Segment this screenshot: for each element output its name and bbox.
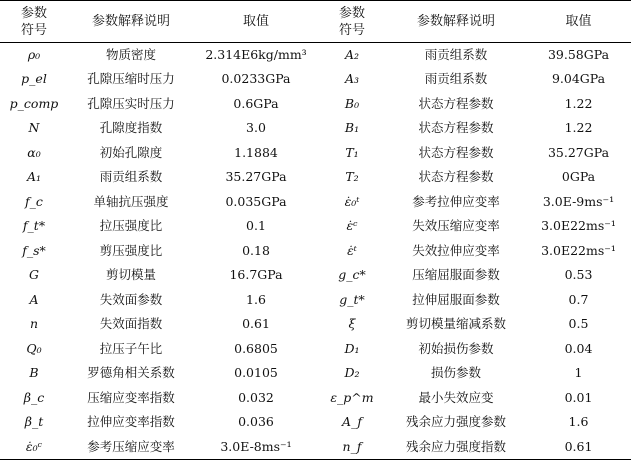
value-right: 39.58GPa [547,47,610,62]
symbol-left: N [28,120,40,136]
description-left: 雨贡组系数 [99,169,163,185]
description-right: 初始损伤参数 [418,340,494,356]
table-row [0,386,631,411]
symbol-left: Q₀ [26,340,42,356]
table-row [0,214,631,239]
value-right: 0.5 [568,316,589,332]
symbol-right: D₂ [344,365,360,381]
table-row [0,43,631,68]
symbol-right: ε̇ᶜ [346,218,358,234]
value-left: 3.0E-8ms⁻¹ [220,438,292,454]
symbol-right: T₁ [345,144,359,160]
symbol-left: ε̇₀ᶜ [25,438,43,454]
table-row [0,190,631,215]
symbol-right: g_c* [338,267,366,283]
description-right: 状态方程参数 [418,95,494,111]
value-left: 1.1884 [234,144,278,160]
value-right: 0.53 [564,267,593,283]
header-description-left: 参数解释说明 [91,13,170,29]
value-left: 35.27GPa [225,169,287,185]
description-left: 初始孔隙度 [99,144,163,160]
table-row [0,312,631,337]
value-left: 3.0 [246,120,266,136]
symbol-left: G [29,267,39,283]
description-right: 失效拉伸应变率 [412,242,500,258]
value-right: 0.01 [564,389,593,405]
symbol-left: f_c [25,193,43,209]
symbol-left: β_c [23,389,45,405]
description-left: 罗德角相关系数 [87,365,175,381]
description-left: 失效面参数 [99,291,163,307]
symbol-right: ε̇ᵗ [347,242,357,258]
header-symbol-left: 参数 符号 [20,5,47,38]
value-left: 0.6805 [234,340,278,356]
value-left: 1.6 [246,291,266,307]
symbol-right: A₂ [344,47,360,62]
description-right: 残余应力强度指数 [405,438,506,454]
value-left: 2.314E6kg/mm³ [205,47,307,62]
description-left: 物质密度 [105,47,156,62]
description-right: 雨贡组系数 [424,47,488,62]
table-row [0,435,631,460]
value-left: 0.6GPa [233,95,279,111]
table-row [0,92,631,117]
description-right: 状态方程参数 [418,120,494,136]
value-right: 3.0E22ms⁻¹ [541,242,616,258]
table-row [0,141,631,166]
value-left: 0.61 [242,316,270,332]
symbol-left: B [29,365,39,381]
value-left: 0.036 [238,414,274,430]
symbol-right: T₂ [345,169,359,185]
table-row [0,165,631,190]
header-value-right: 取值 [565,13,592,29]
table-row [0,116,631,141]
value-right: 1.22 [564,95,593,111]
description-right: 状态方程参数 [418,169,494,185]
description-right: 压缩屈服面参数 [412,267,500,283]
header-symbol-right: 参数 符号 [338,5,365,38]
value-left: 0.0233GPa [221,71,291,87]
description-left: 拉压子午比 [99,340,163,356]
description-left: 压缩应变率指数 [87,389,175,405]
description-right: 参考拉伸应变率 [412,193,500,209]
table-row [0,263,631,288]
description-right: 状态方程参数 [418,144,494,160]
value-right: 3.0E-9ms⁻¹ [542,193,615,209]
table-row [0,67,631,92]
description-left: 单轴抗压强度 [93,193,169,209]
value-left: 0.0105 [234,365,278,381]
symbol-left: p_el [21,71,47,87]
value-right: 1.22 [564,120,593,136]
description-left: 孔隙度指数 [99,120,163,136]
value-right: 3.0E22ms⁻¹ [541,218,616,234]
symbol-right: ξ [348,316,356,332]
table-row [0,239,631,264]
description-left: 拉压强度比 [99,218,163,234]
header-description-right: 参数解释说明 [416,13,495,29]
header-value-left: 取值 [242,13,269,29]
symbol-right: ε̇₀ᵗ [344,193,360,209]
table-row [0,361,631,386]
symbol-right: A₃ [344,71,360,87]
symbol-right: D₁ [344,340,360,356]
symbol-right: n_f [342,438,362,454]
description-left: 孔隙压缩时压力 [87,71,175,87]
description-left: 剪压强度比 [99,242,163,258]
description-left: 孔隙压实时压力 [87,95,175,111]
description-right: 拉伸屈服面参数 [412,291,500,307]
description-right: 剪切模量缩减系数 [405,316,506,332]
description-right: 最小失效应变 [418,389,494,405]
value-left: 0.035GPa [225,193,287,209]
description-left: 参考压缩应变率 [87,438,175,454]
value-right: 35.27GPa [547,144,610,160]
table-row [0,288,631,313]
symbol-left: β_t [24,414,44,430]
value-right: 0GPa [561,169,596,185]
description-right: 失效压缩应变率 [412,218,500,234]
symbol-right: B₀ [344,95,360,111]
symbol-left: f_t* [22,218,46,234]
table-row [0,337,631,362]
symbol-left: α₀ [27,144,41,160]
symbol-right: ε_p^m [330,389,374,405]
description-right: 雨贡组系数 [424,71,488,87]
value-right: 1.6 [568,414,589,430]
description-right: 残余应力强度参数 [405,414,506,430]
value-right: 1 [574,365,583,381]
symbol-left: f_s* [22,242,46,258]
symbol-left: A [29,291,39,307]
description-left: 拉伸应变率指数 [87,414,175,430]
value-right: 9.04GPa [551,71,606,87]
value-left: 0.18 [242,242,270,258]
value-left: 16.7GPa [229,267,283,283]
description-left: 剪切模量 [105,267,156,283]
table-row [0,410,631,435]
symbol-left: p_comp [9,95,59,111]
symbol-right: B₁ [344,120,360,136]
symbol-left: ρ₀ [27,47,41,62]
symbol-right: g_t* [339,291,365,307]
header-row [0,1,631,43]
value-right: 0.7 [568,291,589,307]
description-left: 失效面指数 [99,316,163,332]
value-left: 0.1 [246,218,266,234]
table-body [0,43,631,460]
symbol-left: n [29,316,39,332]
value-left: 0.032 [238,389,274,405]
value-right: 0.04 [564,340,593,356]
description-right: 损伤参数 [430,365,481,381]
symbol-right: A_f [342,414,362,430]
value-right: 0.61 [564,438,593,454]
symbol-left: A₁ [26,169,42,185]
